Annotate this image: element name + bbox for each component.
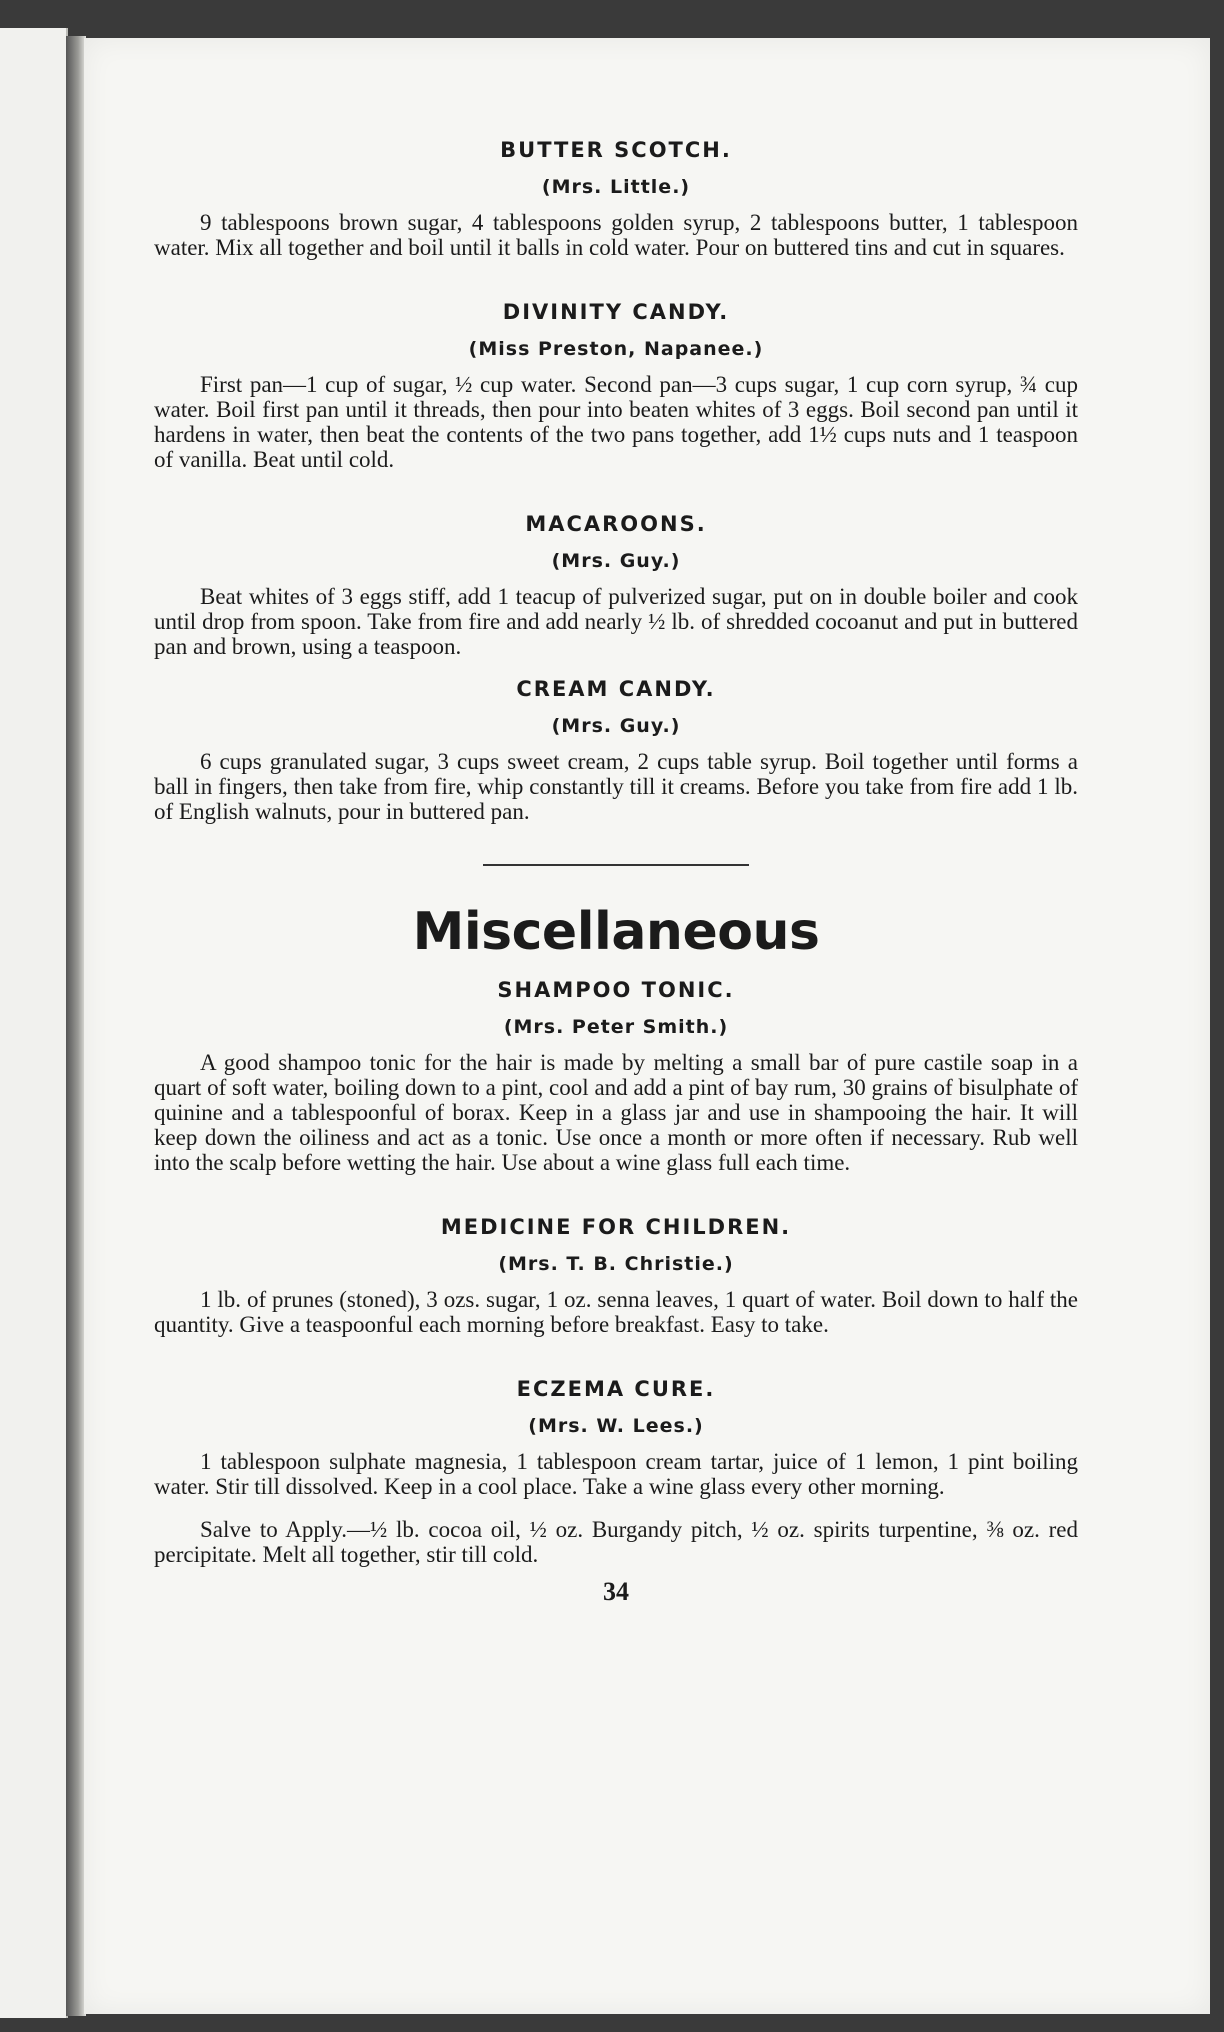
section-title: Miscellaneous [412, 902, 820, 962]
book-spine-shadow [66, 36, 86, 2016]
salve-note: Salve to Apply.—½ lb. cocoa oil, ½ oz. Burgandy pitch, ½ oz. spirits turpentine, ⅜ oz. red percipitate. Melt all together, stir till cold. [154, 1517, 1078, 1567]
previous-page-edge [0, 28, 68, 2018]
recipe-title: DIVINITY CANDY. [502, 300, 730, 324]
recipe-cream-candy [154, 677, 1078, 824]
recipe-macaroons [154, 512, 1078, 659]
recipe-body: 1 tablespoon sulphate magnesia, 1 tablespoon cream tartar, juice of 1 lemon, 1 pint boiling water. Stir till dissolved. Keep in a cool place. Take a wine glass every other morning. [154, 1449, 1078, 1499]
recipe-author: (Mrs. Little.) [541, 176, 691, 198]
recipe-author: (Mrs. Guy.) [551, 715, 681, 737]
recipe-author: (Mrs. T. B. Christie.) [498, 1253, 734, 1275]
page-number: 34 [603, 1577, 629, 1606]
recipe-body: 1 lb. of prunes (stoned), 3 ozs. sugar, 1 oz. senna leaves, 1 quart of water. Boil down to half the quantity. Give a teaspoonful each morning before breakfast. Easy to take. [154, 1287, 1078, 1337]
recipe-shampoo-tonic [154, 978, 1078, 1175]
recipe-butter-scotch [154, 138, 1078, 260]
recipe-title: BUTTER SCOTCH. [500, 138, 732, 162]
recipe-divinity-candy [154, 300, 1078, 472]
recipe-body: Beat whites of 3 eggs stiff, add 1 teacup of pulverized sugar, put on in double boiler and cook until drop from spoon. Take from fire and add nearly ½ lb. of shredded cocoanut and put in buttered pan and brown, using a teaspoon. [154, 584, 1078, 659]
recipe-title: MEDICINE FOR CHILDREN. [440, 1215, 792, 1239]
recipe-title: CREAM CANDY. [516, 677, 716, 701]
recipe-body: A good shampoo tonic for the hair is made by melting a small bar of pure castile soap in a quart of soft water, boiling down to a pint, cool and add a pint of bay rum, 30 grains of bisulphate of quinine and a tablespoonful of borax. Keep in a glass jar and use in shampooing the hair. It will keep down the oiliness and act as a tonic. Use once a month or more often if necessary. Rub well into the scalp before wetting the hair. Use about a wine glass full each time. [154, 1050, 1078, 1175]
recipe-author: (Mrs. W. Lees.) [528, 1415, 704, 1437]
recipe-title: SHAMPOO TONIC. [497, 978, 735, 1002]
page-content [154, 138, 1078, 1607]
book-page [84, 38, 1210, 2014]
recipe-author: (Miss Preston, Napanee.) [468, 338, 764, 360]
recipe-eczema-cure [154, 1377, 1078, 1567]
recipe-body: 9 tablespoons brown sugar, 4 tablespoons golden syrup, 2 tablespoons butter, 1 tablespoon water. Mix all together and boil until it balls in cold water. Pour on buttered tins and cut in squares. [154, 210, 1078, 260]
recipe-author: (Mrs. Peter Smith.) [503, 1016, 729, 1038]
recipe-medicine-for-children [154, 1215, 1078, 1337]
recipe-title: ECZEMA CURE. [516, 1377, 716, 1401]
recipe-author: (Mrs. Guy.) [551, 550, 681, 572]
recipe-title: MACAROONS. [525, 512, 707, 536]
recipe-body: First pan—1 cup of sugar, ½ cup water. Second pan—3 cups sugar, 1 cup corn syrup, ¾ cup water. Boil first pan until it threads, then pour into beaten whites of 3 eggs. Boil second pan until it hardens in water, then beat the contents of the two pans together, add 1½ cups nuts and 1 teaspoon of vanilla. Beat until cold. [154, 372, 1078, 472]
recipe-body: 6 cups granulated sugar, 3 cups sweet cream, 2 cups table syrup. Boil together until forms a ball in fingers, then take from fire, whip constantly till it creams. Before you take from fire add 1 lb. of English walnuts, pour in buttered pan. [154, 749, 1078, 824]
section-divider [483, 864, 749, 866]
